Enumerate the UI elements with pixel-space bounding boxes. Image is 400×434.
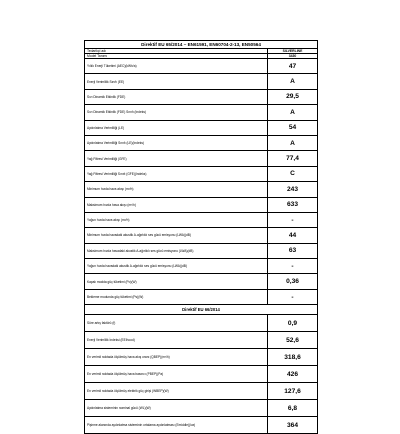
row-value: 44: [268, 228, 318, 243]
row-label: Aydınlatma Verimliliği (LE): [85, 120, 268, 135]
row-value: 0,9: [268, 315, 318, 332]
row-value: 633: [268, 197, 318, 212]
table-row: [85, 59, 318, 74]
row-label: Maksimum hızda hava akışı (m³/h): [85, 197, 268, 212]
row-value: 54: [268, 120, 318, 135]
supplier-value: SILVERLINE: [268, 49, 318, 54]
row-value: 318,6: [268, 349, 318, 366]
row-value: 29,5: [268, 89, 318, 104]
row-value: 52,6: [268, 332, 318, 349]
row-value: 77,4: [268, 151, 318, 166]
table-row: [85, 212, 318, 227]
model-label: Model Tanımı: [85, 54, 268, 59]
table-row: [85, 243, 318, 258]
row-value: 243: [268, 182, 318, 197]
table-row: [85, 135, 318, 150]
row-label: Aydınlatma Verimliliği Sınıfı (LE)(Indeks): [85, 135, 268, 150]
section-title-row: [85, 305, 318, 315]
row-label: Süre artış faktörü (f): [85, 315, 268, 332]
row-value: 364: [268, 417, 318, 434]
row-label: Minimum hızda hava akışı (m³/h): [85, 182, 268, 197]
row-value: 6,8: [268, 400, 318, 417]
row-label: Enerji Verimlilik Sınıfı (EE): [85, 74, 268, 89]
row-label: Sıvı Dinamik Etkinlik (FDE): [85, 89, 268, 104]
row-label: Yağ Filtresi Verimliliği Sınıfı (GFE)(Indeks): [85, 166, 268, 181]
row-label: Yoğun hızda hava akışı (m³/h): [85, 212, 268, 227]
table-row: [85, 166, 318, 181]
row-label: Yoğun hızda havadaki akustik A-ağırlıklı ses gücü emisyonu (LWA)(dB): [85, 259, 268, 274]
table-row: [85, 151, 318, 166]
table-row: [85, 197, 318, 212]
table-row: [85, 89, 318, 104]
table-row: [85, 105, 318, 120]
row-value: C: [268, 166, 318, 181]
row-value: 0,36: [268, 274, 318, 289]
energy-label-sheet: [84, 40, 317, 434]
energy-data-table: [84, 40, 318, 434]
row-label: Sıvı Dinamik Etkinlik (FDE) Sınıfı (Indeks): [85, 105, 268, 120]
supplier-label: Tedarikçi adı: [85, 49, 268, 54]
table-title: Direktif EU 65/2014 – EN61591, EN60704-2-13, EN50564: [85, 41, 318, 49]
table-row: [85, 383, 318, 400]
table-row: [85, 182, 318, 197]
table-row: [85, 259, 318, 274]
row-label: Pişirme alanında aydınlatma sisteminin ortalama aydınlatması (Emiddle)(lux): [85, 417, 268, 434]
section-title: Direktif EU 66/2014: [85, 305, 318, 315]
row-label: Yıllık Enerji Tüketimi (AEC)(kWh/a): [85, 59, 268, 74]
row-value: 47: [268, 59, 318, 74]
row-value: 426: [268, 366, 318, 383]
table-row: [85, 417, 318, 434]
row-label: Aydınlatma sisteminin nominal gücü (WL)(W): [85, 400, 268, 417]
row-label: Yağ Filtresi Verimliliği (GFE): [85, 151, 268, 166]
table-row: [85, 349, 318, 366]
table-row: [85, 366, 318, 383]
row-value: -: [268, 259, 318, 274]
row-value: -: [268, 289, 318, 304]
table-row: [85, 315, 318, 332]
row-value: A: [268, 105, 318, 120]
row-label: En verimli noktada ölçülmüş hava basıncı (PBEP)(Pa): [85, 366, 268, 383]
table-row: [85, 228, 318, 243]
row-label: Bekleme modunda güç tüketimi (Ps)(W): [85, 289, 268, 304]
row-label: Enerji Verimlilik İndeksi (EEIhood): [85, 332, 268, 349]
row-label: Minimum hızda havadaki akustik A-ağırlıklı ses gücü emisyonu (LWA)(dB): [85, 228, 268, 243]
row-value: A: [268, 74, 318, 89]
table-row: [85, 332, 318, 349]
row-label: En verimli noktada ölçülmüş elektrik güç girişi (WBEP)(W): [85, 383, 268, 400]
row-value: -: [268, 212, 318, 227]
row-label: En verimli noktada ölçülmüş hava akış oranı (QBEP)(m³/h): [85, 349, 268, 366]
table-row: [85, 274, 318, 289]
table-row: [85, 74, 318, 89]
row-label: Kapalı modda güç tüketimi (Po)(W): [85, 274, 268, 289]
row-value: A: [268, 135, 318, 150]
table-row: [85, 120, 318, 135]
model-value: 3430: [268, 54, 318, 59]
table-row: [85, 289, 318, 304]
table-row: [85, 400, 318, 417]
row-label: Maksimum hızda havadaki akustik A-ağırlıklı ses gücü emisyonu (LWA)(dB): [85, 243, 268, 258]
table-title-row: [85, 41, 318, 49]
row-value: 127,6: [268, 383, 318, 400]
row-value: 63: [268, 243, 318, 258]
